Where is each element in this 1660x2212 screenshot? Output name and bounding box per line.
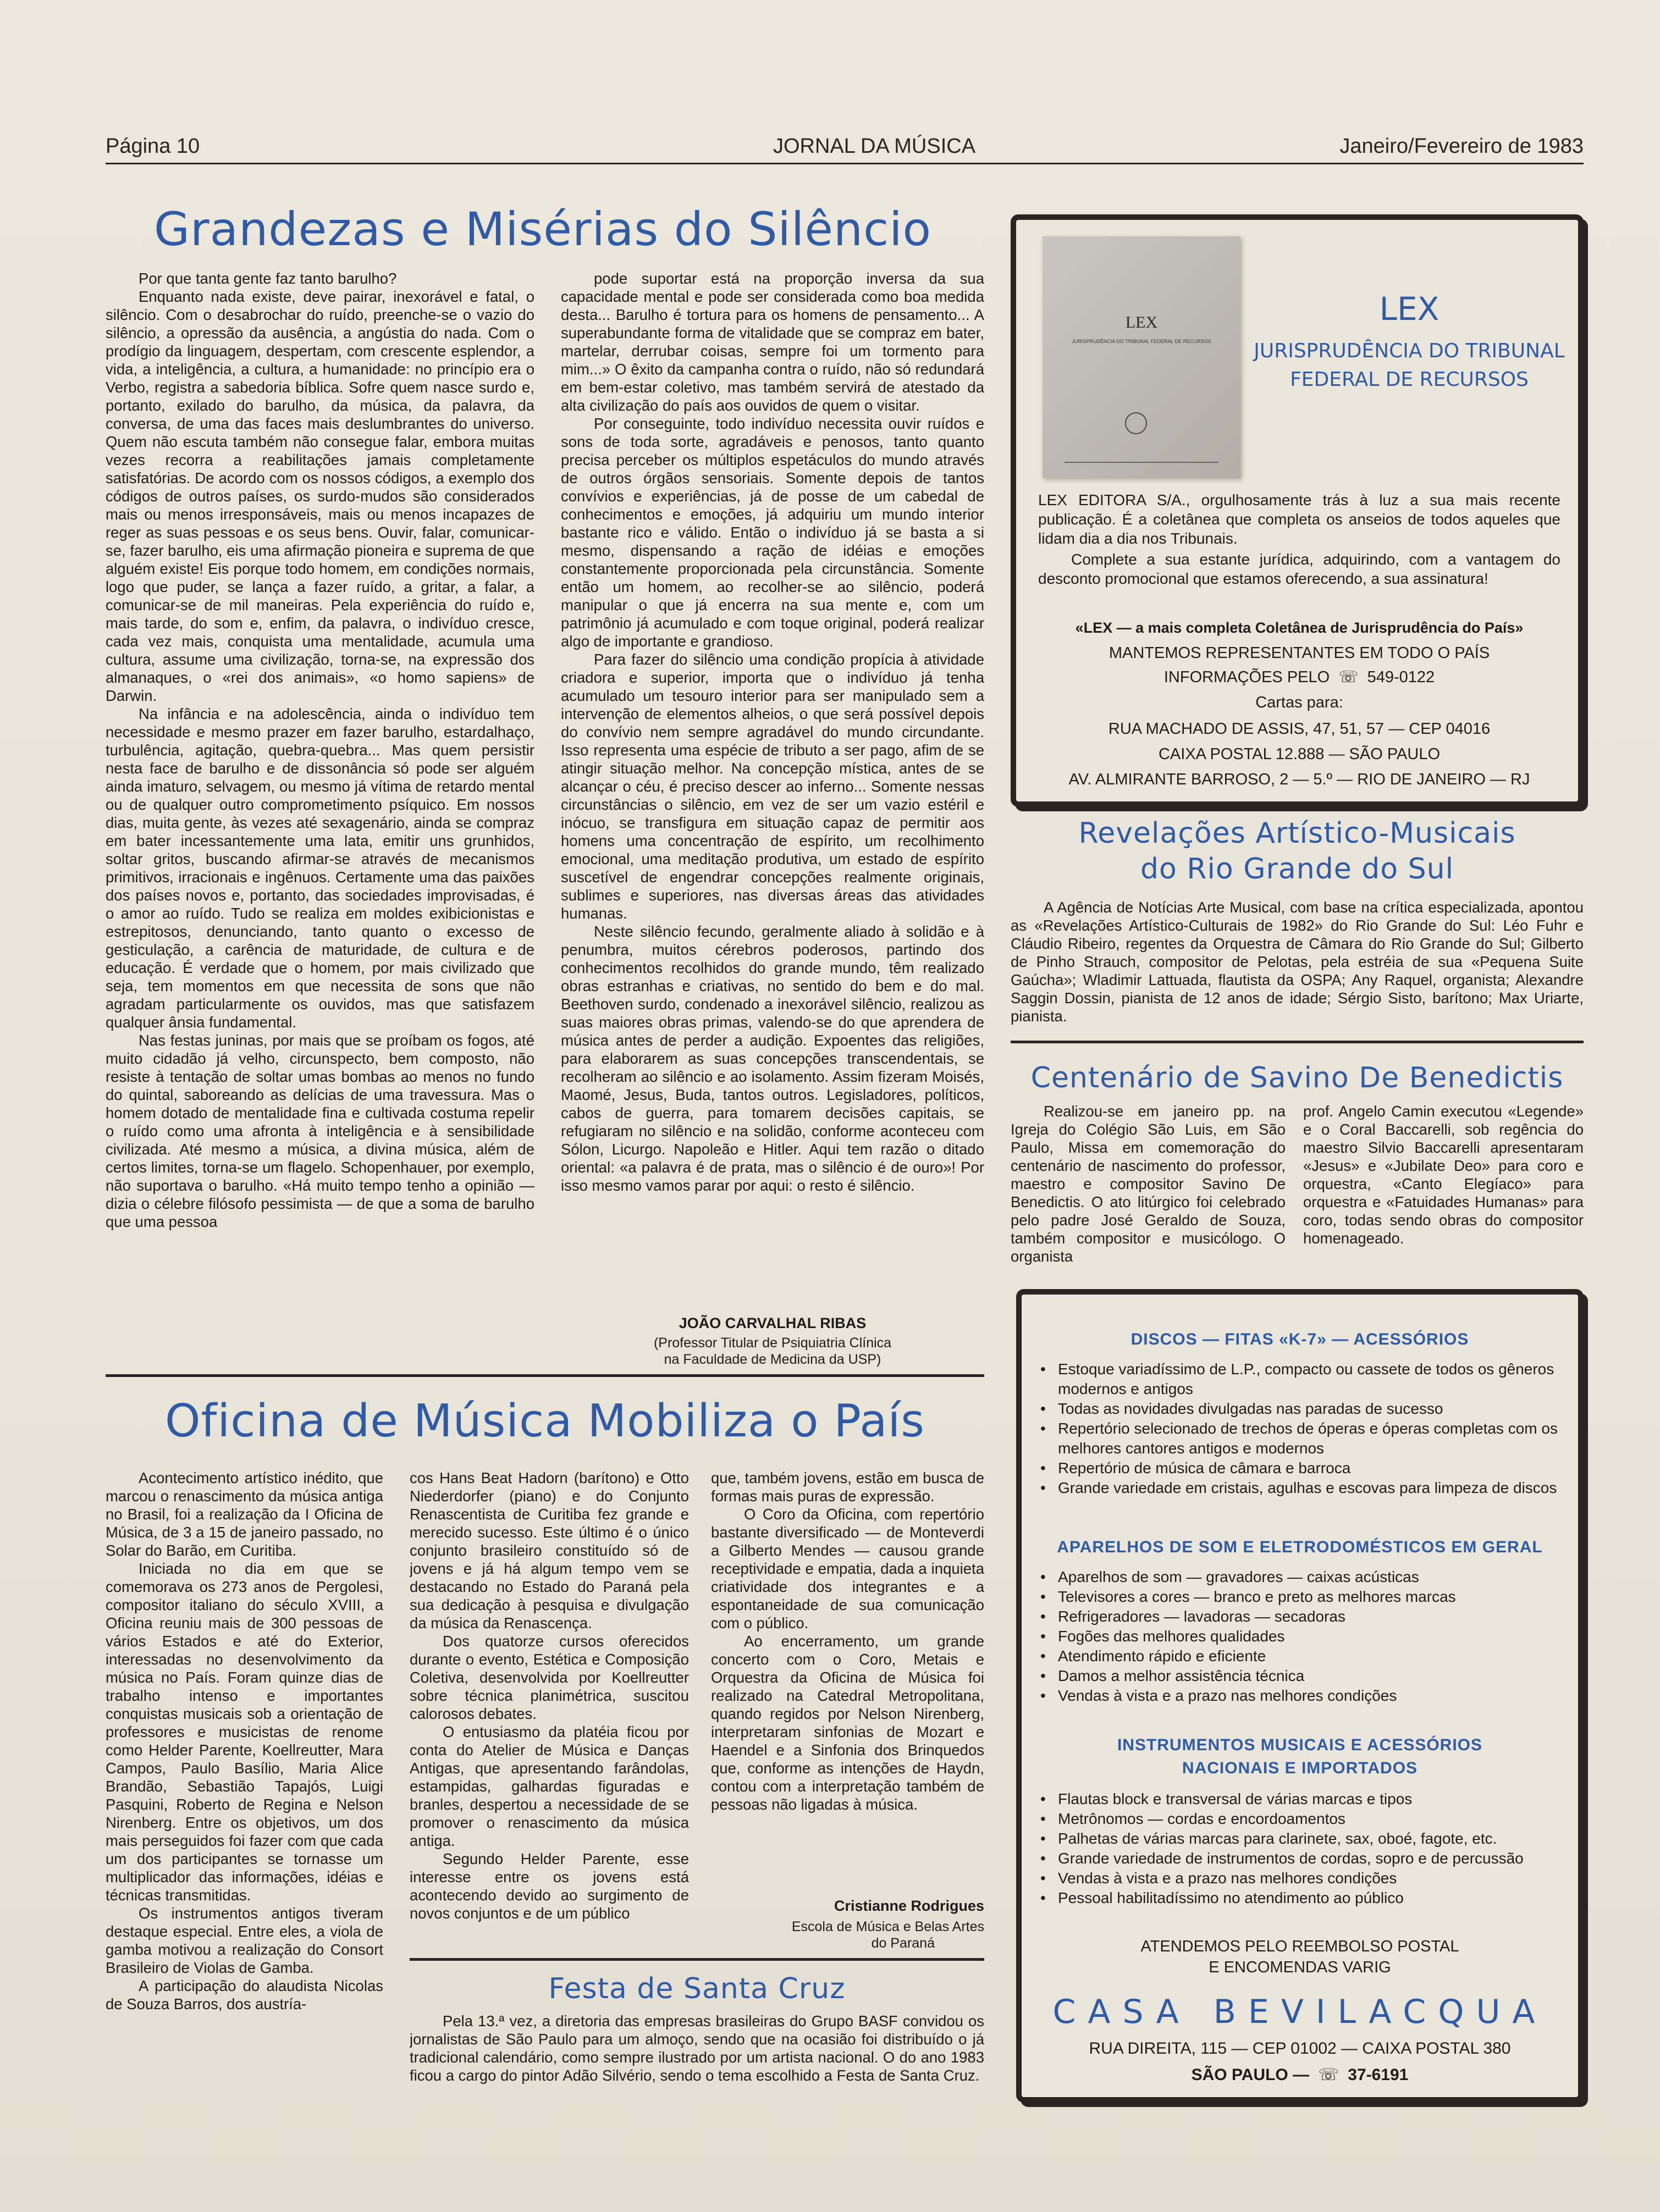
- issue-date: Janeiro/Fevereiro de 1983: [1339, 135, 1584, 158]
- paragraph: Pela 13.ª vez, a diretoria das empresas brasileiras do Grupo BASF convidou os jornalistas de São Paulo para um almoço, sendo que na ocasião foi distribuído o já tradicional calendário, como sempre ilustrado por um artista nacional. O do ano 1983 ficou a cargo do pintor Adão Silvério, sendo o tema escolhido a Festa de Santa Cruz.: [410, 2012, 984, 2084]
- author-role: na Faculdade de Medicina da USP): [664, 1352, 881, 1367]
- section-rule: [410, 1958, 984, 1961]
- paragraph: Realizou-se em janeiro pp. na Igreja do Colégio São Luis, em São Paulo, Missa em comemoração do centenário de nascimento do professor, maestro e compositor Savino De Benedictis. O ato litúrgico foi celebrado pelo padre José Geraldo de Souza, também compositor e musicólogo. O organista: [1011, 1103, 1286, 1265]
- article-revelacoes-text: [1011, 898, 1584, 1033]
- paragraph: Para fazer do silêncio uma condição propícia à atividade criadora e superior, importa que o indivíduo já tenha acumulado um tesouro interior para ser manipulado sem a intervenção de elementos alheios, o que será possível depois do convívio nem sempre agradável do mundo circundante. Isso representa uma espécie de tributo a ser pago, afim de se atingir situação melhor. Na concepção mística, antes de se alcançar o céu, é preciso descer ao inferno... Somente nessas circunstâncias o silêncio, em vez de ser um vazio estéril e inócuo, se transfigura em situação capaz de permitir aos homens uma concentração de espírito, um recolhimento emocional, uma meditação produtiva, um estado de espírito suscetível de engendrar concepções realmente originais, sublimes e superiores, nas diversas áreas das atividades humanas.: [561, 651, 984, 922]
- article-oficina-col2: [410, 1469, 689, 1953]
- list-item: • Repertório de música de câmara e barroca: [1038, 1458, 1566, 1478]
- list-item: • Todas as novidades divulgadas nas paradas de sucesso: [1038, 1399, 1566, 1419]
- ad-list-discos: [1038, 1359, 1566, 1498]
- paragraph: cos Hans Beat Hadorn (barítono) e Otto Niederdorfer (piano) e do Conjunto Renascentista de Curitiba fez grande e merecido sucesso. Este último é o único conjunto brasileiro constituído só de jovens e já há algum tempo vem se destacando no Estado do Paraná pela sua dedicação à pesquisa e divulgação da música da Renascença.: [410, 1469, 689, 1632]
- author-role: Escola de Música e Belas Artes: [791, 1919, 984, 1934]
- article-oficina-col1: [106, 1469, 383, 2117]
- store-city: SÃO PAULO —: [1191, 2066, 1310, 2084]
- article-title-oficina: Oficina de Música Mobiliza o País: [165, 1395, 925, 1447]
- article-oficina-col3: [711, 1469, 984, 1877]
- list-item: • Damos a melhor assistência técnica: [1038, 1666, 1566, 1686]
- lex-address-line: RUA MACHADO DE ASSIS, 47, 51, 57 — CEP 04016: [1108, 720, 1491, 738]
- list-item: • Atendimento rápido e eficiente: [1038, 1646, 1566, 1666]
- paragraph: Segundo Helder Parente, esse interesse entre os jovens está acontecendo devido ao surgimento de novos conjuntos e de um público: [410, 1850, 689, 1922]
- lex-slogan: «LEX — a mais completa Coletânea de Jurisprudência do País»: [1075, 620, 1524, 636]
- list-item: • Vendas à vista e a prazo nas melhores condições: [1038, 1868, 1566, 1888]
- article-silencio-col1: [106, 269, 534, 1373]
- lex-advertisement: [1011, 214, 1584, 807]
- article-centenario-col2: [1303, 1102, 1584, 1267]
- list-item: • Grande variedade de instrumentos de cordas, sopro e de percussão: [1038, 1849, 1566, 1868]
- list-item: • Estoque variadíssimo de L.P., compacto ou cassete de todos os gêneros modernos e antigos: [1038, 1359, 1566, 1399]
- lex-intro-text: LEX EDITORA S/A., orgulhosamente trás à luz a sua mais recente publicação. É a coletânea que completa os anseios de todos aqueles que lidam dia a dia nos Tribunais.: [1038, 491, 1560, 547]
- paragraph: Os instrumentos antigos tiveram destaque especial. Entre eles, a viola de gamba motivou a realização do Consort Brasileiro de Violas de Gamba.: [106, 1905, 383, 1976]
- store-brand-name: CASA BEVILACQUA: [1052, 1993, 1547, 2031]
- book-cover-subtitle: JURISPRUDÊNCIA DO TRIBUNAL FEDERAL DE RECURSOS: [1072, 339, 1211, 344]
- paragraph: Acontecimento artístico inédito, que marcou o renascimento da música antiga no Brasil, foi a realização da I Oficina de Música, de 3 a 15 de janeiro passado, no Solar do Barão, em Curitiba.: [106, 1469, 383, 1559]
- paragraph: Por que tanta gente faz tanto barulho?: [139, 270, 397, 287]
- list-item: • Refrigeradores — lavadoras — secadoras: [1038, 1607, 1566, 1627]
- cover-rule: [1065, 462, 1218, 463]
- ad-section-heading: INSTRUMENTOS MUSICAIS E ACESSÓRIOS: [1117, 1736, 1483, 1754]
- list-item: • Flautas block e transversal de várias marcas e tipos: [1038, 1789, 1566, 1809]
- list-item: • Repertório selecionado de trechos de óperas e óperas completas com os melhores cantores antigos e modernos: [1038, 1419, 1566, 1458]
- article-title-revelacoes: Revelações Artístico-Musicais: [1078, 817, 1516, 850]
- author-role: (Professor Titular de Psiquiatria Clínica: [653, 1335, 892, 1351]
- paragraph: Na infância e na adolescência, ainda o indivíduo tem necessidade e mesmo prazer em fazer barulho, estardalhaço, turbulência, agitação, quebra-quebra... Mas quem persistir nesta face de barulho e de dissonância só pode ser alguém ainda imaturo, selvagem, ou mesmo já vítima de retardo mental ou de qualquer outro comprometimento psíquico. Em nossos dias, muita gente, às vezes até sexagenário, ainda se compraz em bater incessantemente uma lata, emitir uns grunhidos, soltar gritos, buscando afirmar-se através de mecanismos primitivos, irracionais e ingênuos. Certamente uma das paixões dos países novos e, portanto, das sociedades improvisadas, é o amor ao ruído. Tudo se realiza em moldes exibicionistas e estrepitosos, denunciando, tanto quanto o excesso de gesticulação, a carência de maturidade, de cultura e de educação. É verdade que o homem, por mais civilizado que seja, tem momentos em que necessita de sons que não agradam particularmente os ouvidos, mas que satisfazem qualquer ânsia fundamental.: [106, 705, 534, 1031]
- header-rule: [106, 163, 1584, 164]
- article-centenario-col1: [1011, 1102, 1286, 1267]
- list-item: • Vendas à vista e a prazo nas melhores condições: [1038, 1686, 1566, 1706]
- info-label: INFORMAÇÕES PELO: [1163, 668, 1330, 686]
- book-cover-image: [1043, 236, 1240, 478]
- lex-letters-label: Cartas para:: [1255, 694, 1343, 711]
- lex-offer-text: Complete a sua estante jurídica, adquirindo, com a vantagem do desconto promocional que estamos oferecendo, a sua assinatura!: [1038, 551, 1560, 587]
- list-item: • Televisores a cores — branco e preto as melhores marcas: [1038, 1587, 1566, 1607]
- paragraph: que, também jovens, estão em busca de formas mais puras de expressão.: [711, 1469, 984, 1505]
- paragraph: Enquanto nada existe, deve pairar, inexorável e fatal, o silêncio. Com o desabrochar do ruído, preenche-se o vazio do silêncio, a opressão da ausência, a angústia do nada. Com o prodígio da linguagem, despertam, com crescente esplendor, a vida, a inteligência, a cultura, a humanidade: no princípio era o Verbo, registra a sabedoria bíblica. Sofre quem nasce surdo e, portanto, exilado do barulho, da música, da palavra, da conversa, de uma das faces mais deslumbrantes do universo. Quem não escuta também não consegue falar, embora muitas vezes recorra a reabilitações jamais completamente satisfatórias. De acordo com os nossos códigos, a exemplo dos códigos de outros países, os surdo-mudos são considerados mais ou menos irresponsáveis, mais ou menos incapazes de reger as suas pessoas e os seus bens. Ouvir, falar, comunicar-se, fazer barulho, eis uma afirmação pioneira e suprema de que alguém existe! Eis porque todo homem, em condições normais, logo que puder, se lança a fazer ruído, a gritar, a falar, a comunicar-se de mil maneiras. Pela experiência do ruído e, mais tarde, do som e, enfim, da palavra, o indivíduo cresce, cada vez mais, conquista uma mentalidade, acumula uma cultura, assume uma civilização, torna-se, na expressão dos almanaques, o «rei dos animais», «o homo sapiens» de Darwin.: [106, 288, 534, 704]
- paragraph: pode suportar está na proporção inversa da sua capacidade mental e pode ser considerada como boa medida desta... Barulho é tortura para os homens de pensamento... A superabundante forma de vitalidade que se compraz em bater, martelar, derrubar coisas, sempre foi um tormento para mim...» O êxito da campanha contra o ruído, não só redundará em bem-estar coletivo, mas também servirá de atestado da alta civilização do país aos ouvidos de quem o visitar.: [561, 270, 984, 414]
- ad-mail-order-line: ATENDEMOS PELO REEMBOLSO POSTAL: [1140, 1938, 1459, 1955]
- lex-address-line: CAIXA POSTAL 12.888 — SÃO PAULO: [1158, 745, 1441, 763]
- ad-mail-order-line: E ENCOMENDAS VARIG: [1209, 1959, 1391, 1976]
- lex-address-line: AV. ALMIRANTE BARROSO, 2 — 5.º — RIO DE JANEIRO — RJ: [1068, 771, 1530, 788]
- paragraph: Nas festas juninas, por mais que se proíbam os fogos, até muito cidadão já velho, circunspecto, bem composto, não resiste à tentação de soltar umas bombas ao menos no fundo do quintal, saboreando as delícias de uma travessura. Mas o homem dotado de mentalidade fina e cultivada costuma repelir o ruído como uma afronta à inteligência e à sensibilidade civilizada. Até mesmo a música, a divina música, além de certos limites, torna-se um flagelo. Schopenhauer, por exemplo, não suportava o barulho. «Há muito tempo tenho a opinião — dizia o célebre filósofo pessimista — de que a soma de barulho que uma pessoa: [106, 1032, 534, 1230]
- paragraph: A Agência de Notícias Arte Musical, com base na crítica especializada, apontou as «Revelações Artístico-Culturais de 1982» do Rio Grande do Sul: Léo Fuhr e Cláudio Ribeiro, regentes da Orquestra de Câmara do Rio Grande do Sul; Gilberto de Pinho Strauch, compositor de Pelotas, pela estréia de sua «Pequena Suite Gaúcha»; Wladimir Lattuada, flautista da OSPA; Any Raquel, organista; Alexandre Saggin Dossin, pianista de 12 anos de idade; Sérgio Sisto, barítono; Max Uriarte, pianista.: [1011, 899, 1584, 1025]
- info-phone: 549-0122: [1367, 668, 1435, 686]
- article-title-silencio: Grandezas e Misérias do Silêncio: [153, 202, 932, 256]
- paragraph: prof. Angelo Camin executou «Legende» e o Coral Baccarelli, sob regência do maestro Silvio Baccarelli apresentaram «Jesus» e «Jubilate Deo» para coro e orquestra, «Canto Elegíaco» para orquestra e «Fatuidades Humanas» para coro, todas sendo obras do compositor homenageado.: [1303, 1103, 1584, 1247]
- list-item: • Fogões das melhores qualidades: [1038, 1627, 1566, 1646]
- emblem-icon: [1125, 412, 1147, 434]
- ad-section-heading: NACIONAIS E IMPORTADOS: [1182, 1759, 1418, 1777]
- list-item: • Metrônomos — cordas e encordoamentos: [1038, 1809, 1566, 1829]
- ad-section-heading: APARELHOS DE SOM E ELETRODOMÉSTICOS EM GERAL: [1057, 1538, 1543, 1556]
- telephone-icon: ☏: [1338, 668, 1359, 686]
- store-phone-line: [1027, 2065, 1573, 2085]
- lex-representatives: MANTEMOS REPRESENTANTES EM TODO O PAÍS: [1108, 644, 1490, 662]
- paragraph: A participação do alaudista Nicolas de Souza Barros, dos austría-: [106, 1977, 383, 2012]
- paragraph: Ao encerramento, um grande concerto com o Coro, Metais e Orquestra da Oficina de Música foi realizado na Catedral Metropolitana, quando regidos por Nelson Nirenberg, interpretaram sinfonias de Mozart e Haendel e a Sinfonia dos Brinquedos que, conforme as intenções de Haydn, contou com a interpretação também de pessoas não ligadas à música.: [711, 1633, 984, 1813]
- list-item: • Grande variedade em cristais, agulhas e escovas para limpeza de discos: [1038, 1478, 1566, 1498]
- paragraph: Neste silêncio fecundo, geralmente aliado à solidão e à penumbra, muitos cérebros poderosos, partindo dos conhecimentos recolhidos do grande mundo, têm realizado obras estranhas e criativas, no sentido do bem e do mal. Beethoven surdo, condenado a inexorável silêncio, realizou as suas maiores obras primas, valendo-se do que aprendera de música antes de perder a audição. Expoentes das religiões, para elaborarem as suas concepções transcendentais, se recolheram ao silêncio e ao isolamento. Assim fizeram Moisés, Maomé, Jesus, Buda, tantos outros. Legisladores, políticos, cabos de guerra, para tomarem decisões capitais, se refugiaram no silêncio e na solidão, conforme aconteceu com Sólon, Licurgo. Napoleão e Hitler. Aqui tem razão o ditado oriental: «a palavra é de prata, mas o silêncio é de ouro»! Por isso mesmo vamos parar por aqui: o resto é silêncio.: [561, 923, 984, 1194]
- article-title-revelacoes-line2: do Rio Grande do Sul: [1140, 853, 1454, 886]
- lex-title: LEX: [1379, 290, 1440, 328]
- ad-section-heading: DISCOS — FITAS «K-7» — ACESSÓRIOS: [1130, 1330, 1469, 1348]
- lex-info-line: [1027, 667, 1571, 687]
- ad-list-instrumentos: [1038, 1789, 1566, 1908]
- newspaper-name: JORNAL DA MÚSICA: [773, 135, 976, 158]
- section-rule: [106, 1374, 984, 1377]
- book-cover-title: LEX: [1125, 313, 1158, 331]
- paragraph: Dos quatorze cursos oferecidos durante o evento, Estética e Composição Coletiva, desenvolvida por Koellreutter sobre técnica planimétrica, suscitou calorosos debates.: [410, 1633, 689, 1722]
- page-number: Página 10: [106, 135, 200, 158]
- paragraph: O entusiasmo da platéia ficou por conta do Atelier de Música e Danças Antigas, que apresentando farândolas, estampidas, galhardas figuradas e branles, despertou a necessidade de se promover o renascimento da música antiga.: [410, 1723, 689, 1849]
- paragraph: Por conseguinte, todo indivíduo necessita ouvir ruídos e sons de toda sorte, agradáveis e penosos, tanto quanto precisa perceber os múltiplos espetáculos do mundo através de outros órgãos sensoriais. Somente depois de tantos convívios e experiências, já de posse de um cabedal de conhecimentos e emoções, já adquiriu um mundo interior bastante rico e válido. Então o indivíduo já se basta a si mesmo, dispensando a ração de idéias e emoções constantemente proporcionada pela circunstância. Somente então um homem, ao recolher-se ao silêncio, poderá manipular o que já encerra na sua mente e, com um patrimônio já acumulado e com toque original, poderá realizar algo de importante e grandioso.: [561, 415, 984, 650]
- author-signature: Cristianne Rodrigues: [834, 1898, 984, 1914]
- author-signature: JOÃO CARVALHAL RIBAS: [679, 1315, 867, 1331]
- store-address: RUA DIREITA, 115 — CEP 01002 — CAIXA POSTAL 380: [1089, 2039, 1511, 2058]
- ad-list-aparelhos: [1038, 1567, 1566, 1706]
- list-item: • Pessoal habilitadíssimo no atendimento ao público: [1038, 1888, 1566, 1908]
- list-item: • Palhetas de várias marcas para clarinete, sax, oboé, fagote, etc.: [1038, 1829, 1566, 1849]
- section-rule: [1011, 1041, 1584, 1043]
- lex-subtitle-line: JURISPRUDÊNCIA DO TRIBUNAL: [1254, 340, 1565, 362]
- list-item: • Aparelhos de som — gravadores — caixas acústicas: [1038, 1567, 1566, 1587]
- lex-subtitle-line: FEDERAL DE RECURSOS: [1290, 368, 1529, 391]
- store-phone: 37-6191: [1348, 2066, 1409, 2084]
- article-festa-text: [410, 2012, 984, 2111]
- article-title-festa: Festa de Santa Cruz: [548, 1972, 846, 2005]
- article-silencio-col2: [561, 269, 984, 1306]
- author-role: do Paraná: [871, 1936, 935, 1951]
- paragraph: O Coro da Oficina, com repertório bastante diversificado — de Monteverdi a Gilberto Mendes — causou grande receptividade e empatia, dada a inquieta criatividade dos integrantes e a espontaneidade de sua comunicação com o público.: [711, 1506, 984, 1632]
- article-title-centenario: Centenário de Savino De Benedictis: [1030, 1061, 1564, 1094]
- telephone-icon: ☏: [1318, 2066, 1339, 2084]
- paragraph: Iniciada no dia em que se comemorava os 273 anos de Pergolesi, compositor italiano do século XVIII, a Oficina reuniu mais de 300 pessoas de vários Estados e até do Exterior, interessadas no desenvolvimento da música no País. Foram quinze dias de trabalho intenso e importantes conquistas musicais sob a orientação de professores e musicistas de renome como Helder Parente, Koellreutter, Mara Campos, Paulo Basílio, Maria Alice Brandão, Sebastião Tapajós, Luigi Pasquini, Roberto de Regina e Nelson Nirenberg. Entre os objetivos, um dos mais perseguidos foi fazer com que cada um dos participantes se tornasse um multiplicador das informações, idéias e técnicas transmitidas.: [106, 1560, 383, 1904]
- bevilacqua-advertisement: [1016, 1289, 1584, 2103]
